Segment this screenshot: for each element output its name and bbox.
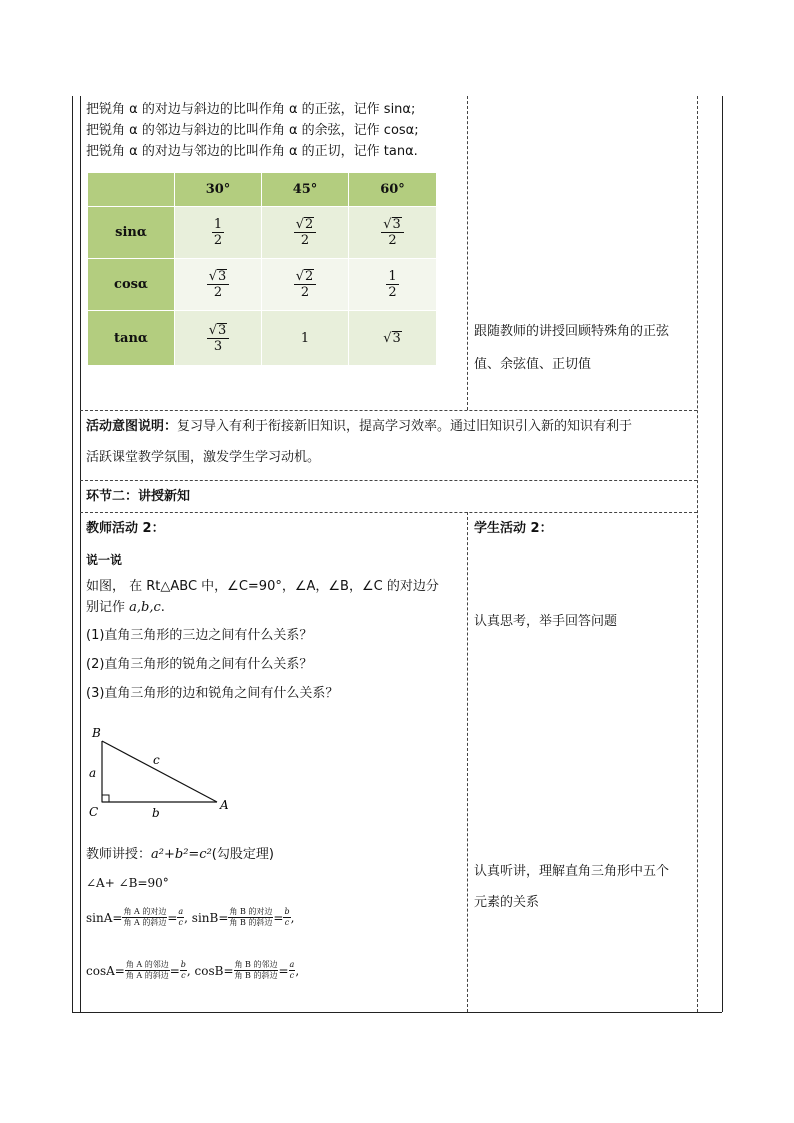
definition-cosine: 把锐角 α 的邻边与斜边的比叫作角 α 的余弦，记作 cosα; [86, 123, 419, 138]
outer-left-border [72, 96, 73, 1012]
label-b: b [152, 806, 160, 820]
label-a: a [89, 766, 97, 780]
table-corner [88, 173, 174, 206]
cos-60: $\frac{1}{2}$ [349, 259, 436, 310]
sin-45: √ 2 2 [262, 207, 348, 258]
cosine-formulas: cosA= 角 A 的邻边 角 A 的斜边 = $\frac{b}{c}$ , cosB= 角 B 的邻边 角 B 的斜边 = $\frac{a}{c}$ , [86, 960, 300, 980]
column-divider-top [467, 96, 468, 410]
sin-60: √ 3 2 [349, 207, 436, 258]
row-divider-3 [80, 512, 697, 513]
side-c-line [102, 741, 217, 802]
intent-label: 活动意图说明： [86, 419, 178, 434]
vertex-C: C [89, 805, 99, 819]
question-3: (3)直角三角形的边和锐角之间有什么关系？ [86, 686, 339, 701]
header-45: 45° [262, 173, 348, 206]
tan-45: 1 [262, 311, 348, 365]
vertex-A: A [220, 798, 229, 812]
inner-right-border [697, 96, 698, 1012]
sin-30: $\frac{1}{2}$ [175, 207, 261, 258]
intent-text: 复习导入有利于衔接新旧知识，提高学习效率。通过旧知识引入新的知识有利于 [177, 419, 633, 434]
student-review-line1: 跟随教师的讲授回顾特殊角的正弦 [474, 324, 670, 339]
definition-sine: 把锐角 α 的对边与斜边的比叫作角 α 的正弦，记作 sinα; [86, 102, 416, 117]
bottom-border [72, 1012, 722, 1013]
section-title: 环节二：讲授新知 [86, 489, 191, 504]
question-intro-line1: 如图， 在 Rt△ABC 中，∠C=90°，∠A，∠B，∠C 的对边分 [86, 579, 439, 594]
student-response-2-line2: 元素的关系 [474, 895, 540, 910]
right-angle-mark [102, 795, 109, 802]
row-label-sin: sinα [88, 207, 174, 258]
row-label-tan: tanα [88, 311, 174, 365]
teacher-subtitle: 说一说 [86, 553, 123, 567]
header-60: 60° [349, 173, 436, 206]
tan-60: √ 3 [349, 311, 436, 365]
student-review-line2: 值、余弦值、正切值 [474, 357, 592, 372]
tan-30: √ 3 3 [175, 311, 261, 365]
teacher-activity-title: 教师活动 2： [86, 521, 165, 536]
inner-left-border [80, 96, 81, 1012]
column-divider-bottom [467, 512, 468, 1012]
row-divider-2 [80, 480, 697, 481]
row-label-cos: cosα [88, 259, 174, 310]
question-intro-line2: 别记作 a,b,c. [86, 600, 165, 615]
pythagorean-line: 教师讲授：a²+b²=c²(勾股定理) [86, 847, 274, 862]
cos-45: √ 2 2 [262, 259, 348, 310]
cos-30: √ 3 2 [175, 259, 261, 310]
vertex-B: B [92, 726, 101, 740]
row-divider-1 [80, 410, 697, 411]
student-response-1: 认真思考，举手回答问题 [474, 614, 618, 629]
student-response-2-line1: 认真听讲，理解直角三角形中五个 [474, 864, 670, 879]
sine-formulas: sinA= 角 A 的对边 角 A 的斜边 = $\frac{a}{c}$ , sinB= 角 B 的对边 角 B 的斜边 = $\frac{b}{c}$ , [86, 907, 295, 927]
angle-sum-line: ∠A+ ∠B=90° [86, 876, 169, 890]
right-triangle-figure [84, 720, 244, 825]
header-30: 30° [175, 173, 261, 206]
intent-line2: 活跃课堂教学氛围，激发学生学习动机。 [86, 450, 321, 465]
student-activity-title: 学生活动 2： [474, 521, 553, 536]
outer-right-border [722, 96, 723, 1012]
definition-tangent: 把锐角 α 的对边与邻边的比叫作角 α 的正切，记作 tanα. [86, 144, 418, 159]
question-2: (2)直角三角形的锐角之间有什么关系？ [86, 657, 313, 672]
label-c: c [153, 753, 160, 767]
question-1: (1)直角三角形的三边之间有什么关系？ [86, 628, 313, 643]
special-angle-table [88, 173, 436, 365]
intent-line1 [86, 417, 632, 436]
